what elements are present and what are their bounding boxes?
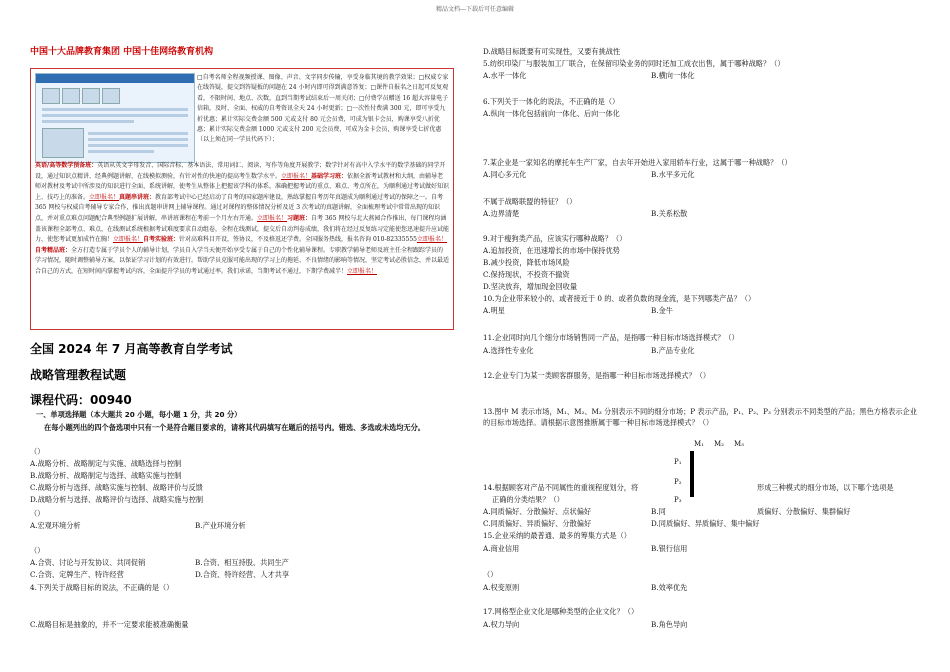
- grid-row-label: P₁: [674, 458, 682, 466]
- premium-class-label: 自考精品班：: [35, 246, 72, 254]
- basic-class-label: 基础学习班：: [311, 172, 348, 180]
- q3-option-a: A.合资、讨论与开发协议、共同促销: [30, 558, 146, 567]
- page-header-note: 精品文档---下载后可任意编辑: [435, 6, 515, 13]
- basic-class-text: 依据全新考试教材和大纲，由辅导老师对教材及考试中所涉及的知识进行全面、系统讲解，使考生从整体上把握该学科的体系，准确把握考试的重点、难点、考点所在，为顺利通过考试做好知识上、技巧上的准备。: [35, 172, 450, 201]
- exam-title: 全国 2024 年 7 月高等教育自学考试: [30, 342, 233, 356]
- q4-option-c: C.战略目标是抽象的，并不一定要求能被准确衡量: [30, 620, 189, 629]
- exercise-class-text: 自考 365 网校与北大燕园合作推出，每门课程均涵盖该课程全部考点、难点，在线测试系统根据考试难度要求自动组卷，全程在线测试，提交后自动判卷成绩，我们将在经过反复练习定能使您迅速提升应试能力，使您考试更加成竹在胸！: [35, 214, 450, 244]
- q1-option-d: D.战略分析与选择、战略评价与选择、战略实施与控制: [30, 495, 204, 504]
- advert-screenshot-image: [35, 73, 195, 163]
- q8-option-a: A.边界清楚: [483, 209, 520, 218]
- q7-option-a: A.同心多元化: [483, 170, 527, 179]
- real-exam-class-text: 教育部考试中心已经启动了自考的国家题库建设，熟练掌握自考历年真题成为顺利通过考试的保障之一。自考 365 网校与权威自考辅导专家合作，推出真题串讲网上辅导课程。通过对课程的整体情况分析及近 3 次考试的真题讲解，全面梳理考试中常常出现的知识点，并对重点难点问题配合典型例题扩展讲解，串讲班课程在考前一个月左右开通。: [35, 193, 444, 222]
- q1-option-b: B.战略分析、战略制定与选择、战略实施与控制: [30, 471, 182, 480]
- q12-stem: 12.企业专门为某一类顾客群服务，是指哪一种目标市场选择模式？（）: [483, 371, 711, 380]
- q2-option-a: A.宏观环境分析: [30, 521, 81, 530]
- q14-option-d: D.同质偏好、异质偏好、集中偏好: [651, 519, 760, 528]
- q7-option-b: B.水平多元化: [651, 170, 695, 179]
- signup-link[interactable]: 立即报名！: [113, 236, 144, 244]
- q3-option-b: B.合资、相互持股、共同生产: [195, 558, 289, 567]
- q9-stem: 9.对于瘦狗类产品，应该实行哪种战略？（）: [483, 234, 627, 243]
- q1-paren: （）: [30, 447, 45, 456]
- q9-option-a: A.追加投资，在迅速增长的市场中保持优势: [483, 246, 620, 255]
- section-instruction: 在每小题列出的四个备选项中只有一个是符合题目要求的，请将其代码填写在题后的括号内。错选、多选或未选均无分。: [44, 423, 425, 432]
- q3-option-d: D.合资、特许经营、人才共享: [195, 570, 290, 579]
- q5-option-b: B.横向一体化: [651, 71, 695, 80]
- q14-stem-end: 正确的分类结果？（）: [492, 495, 564, 504]
- grid-col-label: M₃: [734, 440, 744, 448]
- q16-option-b: B.效率优先: [651, 583, 688, 592]
- english-class-label: 英语/高等数学预备班：: [35, 162, 98, 169]
- q8-stem: 不属于战略联盟的特征？（）: [483, 197, 577, 206]
- q7-stem: 7.某企业是一家知名的摩托车生产厂家，自去年开始进入家用轿车行业，这属于哪一种战略？（）: [483, 158, 792, 167]
- signup-link[interactable]: 立即报名！: [281, 172, 312, 180]
- q15-stem: 15.企业采纳的最普通、最多的筹集方式是（）: [483, 531, 631, 540]
- q17-stem: 17.网格型企业文化是哪种类型的企业文化？（）: [483, 607, 639, 616]
- q14-stem-cont: 形成三种模式的细分市场，以下哪个选项是: [757, 483, 894, 492]
- experiment-class-text: 针对高难科目开设，签协议，不及格返还学费。全国服务热线，报名咨询 010-82335555: [179, 236, 417, 244]
- q3-option-c: C.合资、定牌生产、特许经营: [30, 570, 124, 579]
- q4-option-d: D.战略目标既要有可实现性，又要有挑战性: [483, 47, 621, 56]
- grid-table: [690, 451, 694, 497]
- course-code: 课程代码：00940: [30, 393, 132, 407]
- experiment-class-label: 自考实验班：: [143, 236, 180, 244]
- exam-subject: 战略管理教程试题: [30, 368, 127, 382]
- q11-stem: 11.企业同时向几个细分市场销售同一产品，是指哪一种目标市场选择模式？（）: [483, 333, 739, 342]
- exercise-class-label: 习题班：: [287, 214, 312, 222]
- grid-row-label: P₂: [674, 478, 682, 486]
- q14-option-b-rest: 质偏好、分散偏好、集群偏好: [757, 507, 851, 516]
- grid-cell: [693, 467, 694, 482]
- q4-stem: 4.下列关于战略目标的说法，不正确的是（）: [30, 583, 174, 592]
- grid-col-label: M₂: [714, 440, 724, 448]
- section-heading: 一、单项选择题（本大题共 20 小题，每小题 1 分，共 20 分）: [36, 410, 242, 419]
- q10-stem: 10.为企业带来较小的、或者接近于 0 的、或者负数的现金流，是下列哪类产品？（）: [483, 294, 756, 303]
- q5-stem: 5.纺织印染厂与服装加工厂联合，在保留印染业务的同时还加工成衣出售，属于哪种战略？（）: [483, 59, 785, 68]
- q10-option-a: A.明星: [483, 306, 505, 315]
- q9-option-d: D.坚决放弃，增加现金回收量: [483, 282, 578, 291]
- q14-option-b: B.同: [651, 507, 666, 516]
- advert-course-list: [35, 161, 449, 278]
- q13-stem: 13.图中 M 表示市场，M₁、M₂、M₃ 分别表示不同的细分市场；P 表示产品，P₁、P₂、P₃ 分别表示不同类型的产品；黑色方格表示企业的目标市场选择。请根据示意图推断属于哪一种目标市场选择模式？（）: [483, 407, 917, 427]
- signup-link[interactable]: 立即报名！: [347, 267, 378, 275]
- grid-row-label: P₃: [674, 496, 682, 504]
- q8-option-b: B.关系松散: [651, 209, 688, 218]
- q16-option-a: A.权变原则: [483, 583, 520, 592]
- brand-line: 中国十大品牌教育集团 中国十佳网络教育机构: [30, 47, 214, 57]
- q15-option-a: A.商业信用: [483, 544, 520, 553]
- q6-option-a: A.纵向一体化包括前向一体化、后向一体化: [483, 109, 620, 118]
- q14-option-a: A.同质偏好、分散偏好、点状偏好: [483, 507, 592, 516]
- q14-option-c: C.同质偏好、异质偏好、分散偏好: [483, 519, 592, 528]
- q9-option-b: B.减少投资，降低市场风险: [483, 258, 570, 267]
- q1-option-a: A.战略分析、战略制定与实施、战略选择与控制: [30, 459, 182, 468]
- grid-cell: [693, 452, 694, 467]
- q11-option-b: B.产品专业化: [651, 346, 695, 355]
- q1-option-c: C.战略分析与选择、战略实施与控制、战略评价与反馈: [30, 483, 203, 492]
- q14-stem: 14.根据顾客对产品不同属性的重视程度划分，将: [483, 483, 639, 492]
- advert-box: [30, 68, 454, 330]
- grid-col-label: M₁: [694, 440, 704, 448]
- q15-option-b: B.银行信用: [651, 544, 688, 553]
- grid-cell: [693, 482, 694, 497]
- q17-option-b: B.角色导向: [651, 620, 688, 629]
- q9-option-c: C.保持现状，不投资不撤资: [483, 270, 570, 279]
- q2-option-b: B.产业环境分析: [195, 521, 246, 530]
- signup-link[interactable]: 立即报名！: [257, 214, 288, 222]
- q17-option-a: A.权力导向: [483, 620, 520, 629]
- q6-stem: 6.下列关于一体化的说法，不正确的是（）: [483, 97, 620, 106]
- signup-link[interactable]: 立即报名！: [89, 193, 120, 201]
- premium-class-text: 全方打造专属于学员个人的辅导计划，学员自入学当天便开始享受专属于自己的个性化辅导课程。专职教学辅导老师及班主任全程跟踪学员的学习情况，随时调整辅导方案，以保证学习计划的有效进行。帮助学员克服可能出现的学习上的拖延、不良情绪的影响等情况，坚定考试必胜信念，并以最适合自己的方式，在短时间内掌握考试内容，全面提升学员的考试通过率。我们承诺，当期考试不通过，下期学费减半！: [35, 246, 450, 275]
- signup-link[interactable]: 立即报名！: [416, 236, 447, 244]
- real-exam-class-label: 真题串讲班：: [119, 193, 156, 201]
- q10-option-b: B.金牛: [651, 306, 673, 315]
- english-class-text: 英语从英文字母发音、国际音标、基本语法、常用词汇、阅读、写作等角度开展教学；数学针对有高中入学水平的数学基础的同学开设，通过知识点精讲、经典例题讲解、在线模拟测验，有针对性的快速的提高考生数学水平。: [35, 162, 446, 180]
- advert-intro-text: □自考名师全程视频授课、图像、声音、文字同步传输，享受身临其境的教学效果；□权威专家在线答疑，提交到答疑板的问题在 24 小时内即可得到满意答复；□课件自报名之日起可反复观看，不限时间、地点、次数，直到当期考试结束后一周关闭；□付费学员赠送 16 超大容量电子信箱，及时、全面、权威的自考资讯全天 24 小时更新；□一次性付费满 300 元，即可享受九折优惠；累计实际交费金额 500 元或支付 80 元会员费，可成为银卡会员，购课享受八折优惠；累计实际交费金额 1000 元或支付 200 元会员费，可成为金卡会员，购课享受七折优惠（以上须在同一学员代码下）；: [197, 74, 449, 144]
- q16-paren: （）: [483, 570, 498, 579]
- q5-option-a: A.水平一体化: [483, 71, 527, 80]
- q2-paren: （）: [30, 509, 45, 518]
- q11-option-a: A.选择性专业化: [483, 346, 534, 355]
- q3-paren: （）: [30, 546, 45, 555]
